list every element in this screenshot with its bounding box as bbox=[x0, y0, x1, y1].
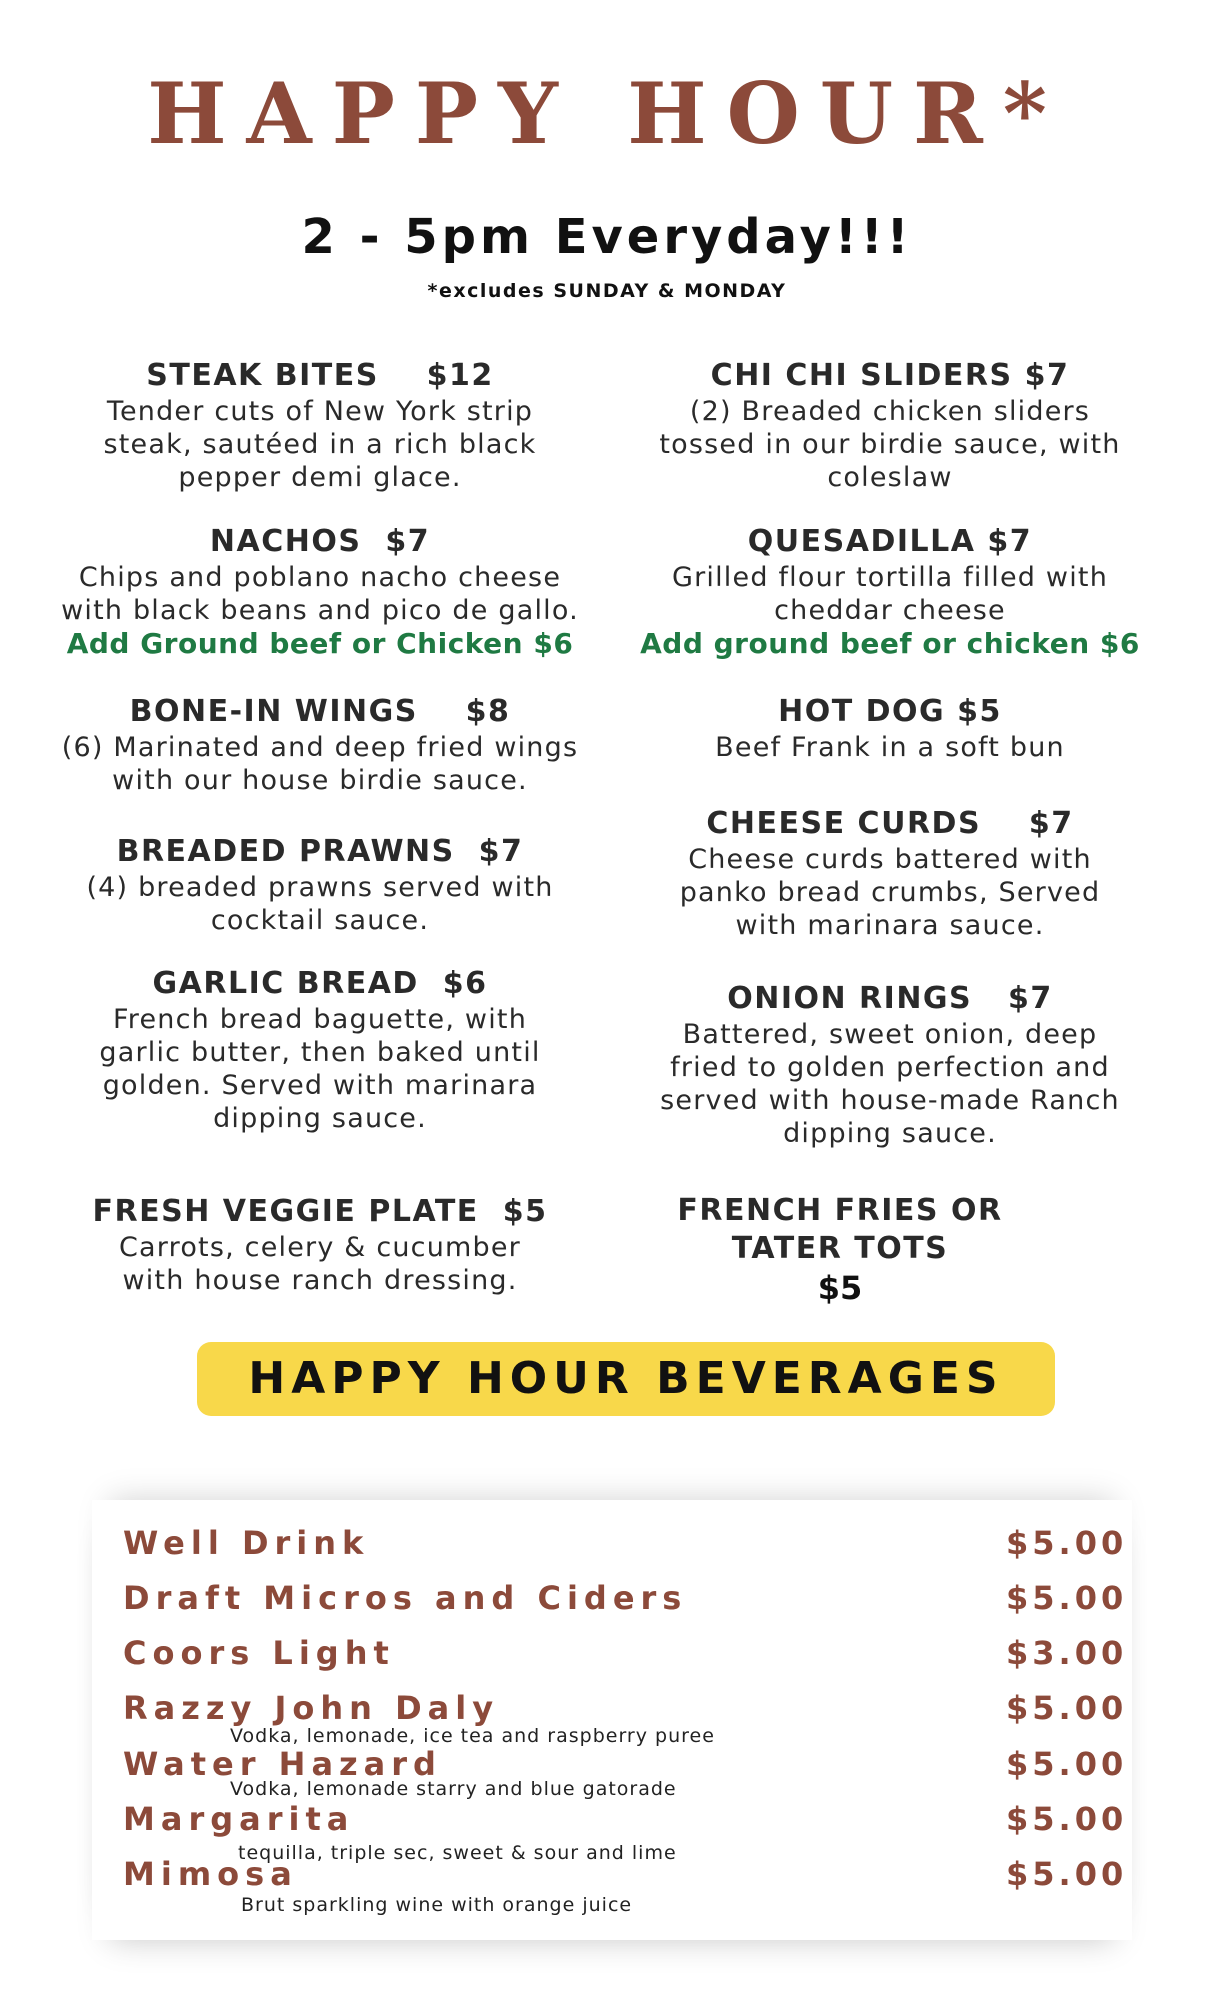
item-description: Carrots, celery & cucumber with house ranch dressing. bbox=[118, 1232, 521, 1296]
menu-item-chi-chi-sliders bbox=[605, 357, 1175, 494]
item-name: QUESADILLA $7 bbox=[747, 524, 1033, 559]
beverage-name: Water Hazard bbox=[123, 1745, 442, 1783]
menu-item-fresh-veggie-plate bbox=[40, 1193, 600, 1297]
menu-item-garlic-bread bbox=[40, 965, 600, 1135]
item-addon: Add ground beef or chicken $6 bbox=[640, 627, 1140, 660]
menu-item-bone-in-wings bbox=[40, 693, 600, 797]
beverage-name: Draft Micros and Ciders bbox=[123, 1579, 688, 1617]
beverage-price: $5.00 bbox=[1006, 1855, 1128, 1893]
item-name: STEAK BITES $12 bbox=[146, 358, 494, 393]
item-description: (6) Marinated and deep fried wings with our house birdie sauce. bbox=[61, 732, 579, 796]
beverage-description: Vodka, lemonade, ice tea and raspberry puree bbox=[230, 1725, 715, 1747]
beverage-description: Brut sparkling wine with orange juice bbox=[241, 1894, 633, 1916]
beverage-name: Margarita bbox=[123, 1800, 355, 1838]
beverage-price: $3.00 bbox=[1006, 1634, 1128, 1672]
item-description: Grilled flour tortilla filled with cheddar cheese bbox=[671, 562, 1109, 626]
menu-item-steak-bites bbox=[40, 357, 600, 494]
beverage-price: $5.00 bbox=[1006, 1524, 1128, 1562]
item-description: Beef Frank in a soft bun bbox=[715, 732, 1065, 763]
beverage-price: $5.00 bbox=[1006, 1689, 1128, 1727]
item-price: $5 bbox=[817, 1269, 863, 1307]
item-description: Battered, sweet onion, deep fried to golden perfection and served with house-made Ranch dipping sauce. bbox=[660, 1019, 1120, 1149]
beverage-price: $5.00 bbox=[1006, 1800, 1128, 1838]
beverage-description: Vodka, lemonade starry and blue gatorade bbox=[230, 1778, 677, 1800]
beverage-name: Well Drink bbox=[123, 1524, 370, 1562]
item-name: GARLIC BREAD $6 bbox=[152, 966, 488, 1001]
item-description: Cheese curds battered with panko bread crumbs, Served with marinara sauce. bbox=[679, 844, 1101, 941]
menu-item-hot-dog bbox=[605, 693, 1175, 764]
item-name: BONE-IN WINGS $8 bbox=[129, 694, 511, 729]
beverage-name: Coors Light bbox=[123, 1634, 395, 1672]
item-description: Tender cuts of New York strip steak, sautéed in a rich black pepper demi glace. bbox=[103, 396, 537, 493]
item-name: HOT DOG $5 bbox=[778, 694, 1002, 729]
beverage-name: Razzy John Daly bbox=[123, 1689, 500, 1727]
item-description: (2) Breaded chicken sliders tossed in our birdie sauce, with coleslaw bbox=[659, 396, 1121, 493]
beverage-price: $5.00 bbox=[1006, 1745, 1128, 1783]
menu-item-onion-rings bbox=[605, 980, 1175, 1150]
item-name: ONION RINGS $7 bbox=[727, 981, 1053, 1016]
item-description: French bread baguette, with garlic butter, then baked until golden. Served with marinara dipping sauce. bbox=[99, 1004, 541, 1134]
item-description: (4) breaded prawns served with cocktail sauce. bbox=[86, 872, 554, 936]
item-description: Chips and poblano nacho cheese with black beans and pico de gallo. bbox=[61, 562, 579, 626]
page-title: HAPPY HOUR* bbox=[147, 64, 1067, 163]
exclusion-note: *excludes SUNDAY & MONDAY bbox=[427, 280, 787, 302]
menu-item-cheese-curds bbox=[605, 805, 1175, 942]
item-name: FRESH VEGGIE PLATE $5 bbox=[92, 1194, 548, 1229]
menu-item-quesadilla bbox=[605, 523, 1175, 660]
item-name: CHI CHI SLIDERS $7 bbox=[710, 358, 1070, 393]
beverage-price: $5.00 bbox=[1006, 1579, 1128, 1617]
menu-item-nachos bbox=[40, 523, 600, 660]
item-name: BREADED PRAWNS $7 bbox=[116, 834, 524, 869]
hours-subtitle: 2 - 5pm Everyday!!! bbox=[301, 209, 913, 265]
menu-item-fries-or-tots bbox=[600, 1192, 1080, 1308]
item-name: NACHOS $7 bbox=[209, 524, 431, 559]
beverage-description: tequilla, triple sec, sweet & sour and lime bbox=[238, 1842, 677, 1864]
item-name: CHEESE CURDS $7 bbox=[706, 806, 1074, 841]
item-name: FRENCH FRIES OR TATER TOTS bbox=[677, 1193, 1003, 1266]
beverages-banner: HAPPY HOUR BEVERAGES bbox=[197, 1342, 1055, 1416]
item-addon: Add Ground beef or Chicken $6 bbox=[66, 627, 574, 660]
menu-item-breaded-prawns bbox=[40, 833, 600, 937]
beverage-name: Mimosa bbox=[123, 1855, 298, 1893]
